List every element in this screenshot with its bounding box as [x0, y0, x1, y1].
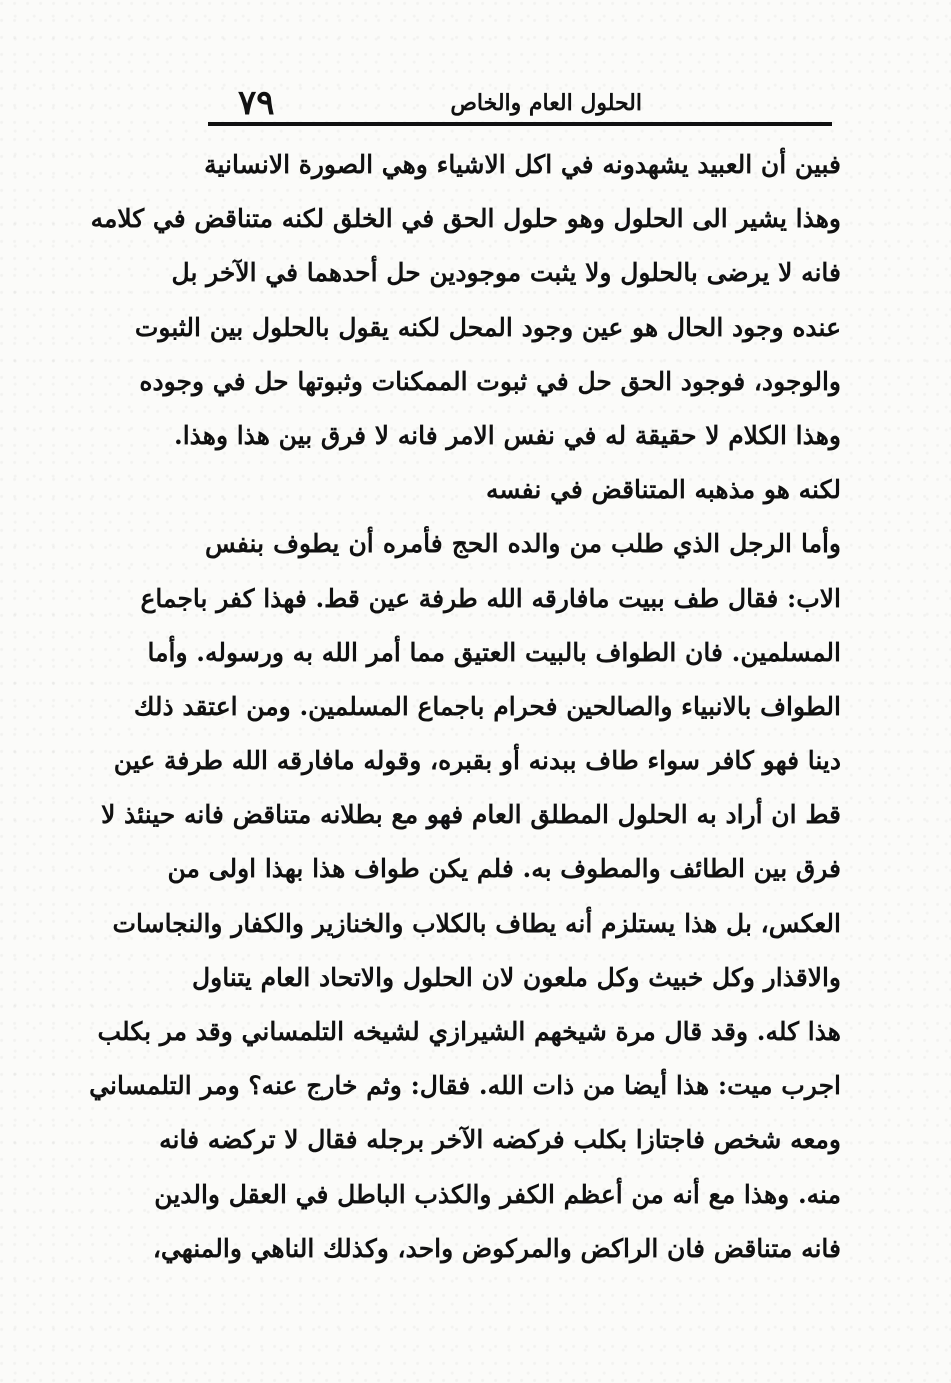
text-line: هذا كله. وقد قال مرة شيخهم الشيرازي لشيخه التلمساني وقد مر بكلب — [97, 1017, 841, 1046]
body-text — [89, 138, 841, 1276]
text-line: المسلمين. فان الطواف بالبيت العتيق مما أمر الله به ورسوله. وأما — [147, 637, 841, 667]
text-line: الاب: فقال طف ببيت مافارقه الله طرفة عين قط. فهذا كفر باجماع — [140, 583, 841, 613]
text-line: والوجود، فوجود الحق حل في ثبوت الممكنات وثبوتها حل في وجوده — [139, 366, 841, 396]
text-line: وهذا الكلام لا حقيقة له في نفس الامر فانه لا فرق بين هذا وهذا. — [173, 420, 841, 450]
page-header — [208, 80, 832, 126]
text-line: لكنه هو مذهبه المتناقض في نفسه — [485, 475, 841, 505]
text-line: ومعه شخص فاجتازا بكلب فركضه الآخر برجله فقال لا تركضه فانه — [159, 1125, 841, 1155]
text-line: دينا فهو كافر سواء طاف ببدنه أو بقبره، وقوله مافارقه الله طرفة عين — [113, 746, 841, 776]
text-line: فانه لا يرضى بالحلول ولا يثبت موجودين حل أحدهما في الآخر بل — [171, 258, 841, 288]
running-title: الحلول العام والخاص — [450, 90, 642, 116]
text-line: والاقذار وكل خبيث وكل ملعون لان الحلول والاتحاد العام يتناول — [191, 962, 841, 992]
text-line: فرق بين الطائف والمطوف به. فلم يكن طواف هذا بهذا اولى من — [167, 854, 841, 884]
text-line: وأما الرجل الذي طلب من والده الحج فأمره أن يطوف بنفس — [205, 529, 841, 559]
text-line: منه. وهذا مع أنه من أعظم الكفر والكذب الباطل في العقل والدين — [154, 1179, 841, 1209]
text-line: وهذا يشير الى الحلول وهو حلول الحق في الخلق لكنه متناقض في كلامه — [90, 204, 841, 234]
page-number: ٧٩ — [238, 83, 275, 123]
text-line: عنده وجود الحال هو عين وجود المحل لكنه يقول بالحلول بين الثبوت — [134, 312, 841, 342]
text-line: العكس، بل هذا يستلزم أنه يطاف بالكلاب والخنازير والكفار والنجاسات — [112, 908, 841, 938]
text-line: فانه متناقض فان الراكض والمركوض واحد، وكذلك الناهي والمنهي، — [152, 1233, 841, 1263]
text-line: اجرب ميت: هذا أيضا من ذات الله. فقال: وثم خارج عنه؟ ومر التلمساني — [89, 1071, 841, 1101]
text-line: فبين أن العبيد يشهدونه في اكل الاشياء وهي الصورة الانسانية — [204, 150, 841, 179]
text-line: قط ان أراد به الحلول المطلق العام فهو مع بطلانه متناقض فانه حينئذ لا — [101, 800, 841, 830]
header-rule — [208, 122, 832, 126]
text-line: الطواف بالانبياء والصالحين فحرام باجماع المسلمين. ومن اعتقد ذلك — [133, 691, 841, 721]
